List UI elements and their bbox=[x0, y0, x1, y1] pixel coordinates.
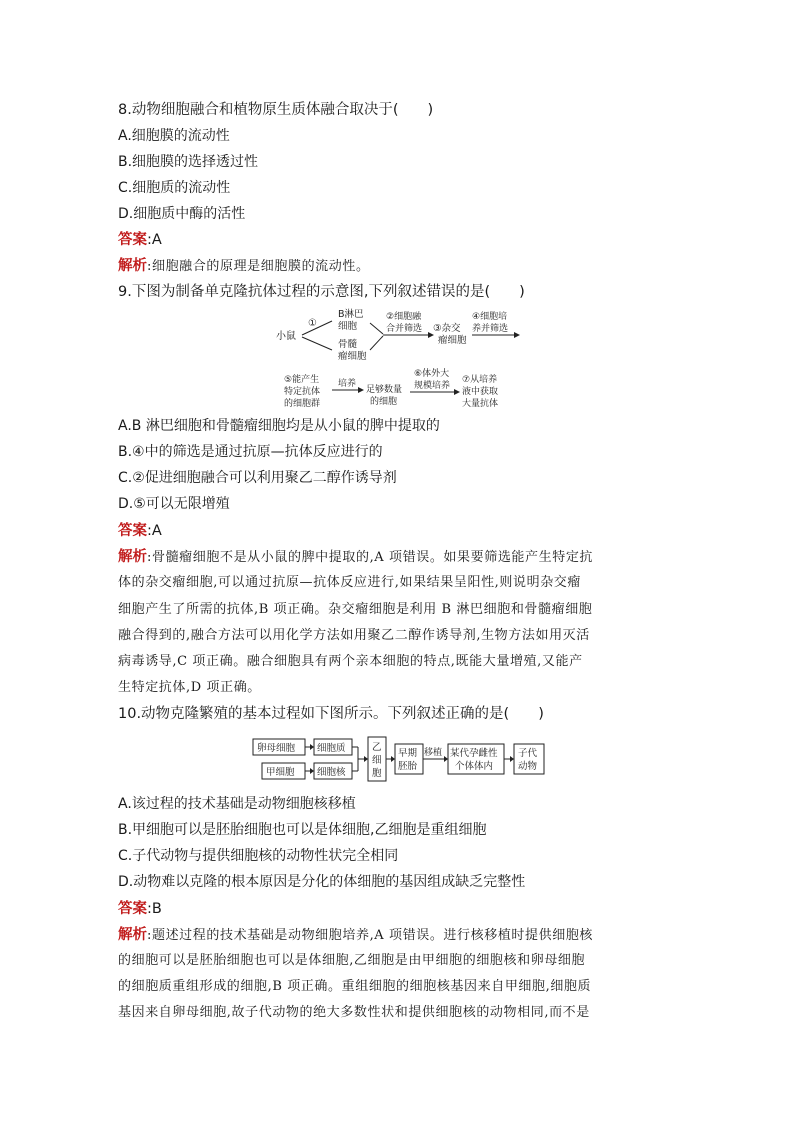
answer-value: :B bbox=[147, 901, 162, 917]
q10-option-c: C.子代动物与提供细胞核的动物性状完全相同 bbox=[118, 848, 399, 864]
q9-answer bbox=[118, 521, 162, 541]
q10-option-a: A.该过程的技术基础是动物细胞核移植 bbox=[118, 796, 356, 812]
fig-embryo-2: 胚胎 bbox=[398, 761, 418, 772]
q9-option-b: B.④中的筛选是通过抗原—抗体反应进行的 bbox=[118, 444, 383, 460]
fig-step7-2: 液中获取 bbox=[462, 387, 499, 397]
q10-explanation-line-2: 的细胞可以是胚胎细胞也可以是体细胞,乙细胞是由甲细胞的细胞核和卵母细胞 bbox=[118, 953, 586, 968]
q9-explanation-line-6: 生特定抗体,D 项正确。 bbox=[118, 680, 261, 695]
merge-line-bottom bbox=[370, 336, 383, 350]
monoclonal-antibody-diagram bbox=[268, 306, 528, 414]
fig-culture: 培养 bbox=[338, 379, 357, 389]
fig-bcell-2: 细胞 bbox=[338, 321, 358, 332]
q8-option-b: B.细胞膜的选择透过性 bbox=[118, 154, 259, 170]
q10-explanation-line-1 bbox=[118, 925, 593, 946]
fig-cell-b-2: 细 bbox=[372, 755, 382, 766]
fig-myeloma-1: 骨髓 bbox=[338, 339, 358, 350]
q8-explanation bbox=[118, 256, 370, 277]
q10-option-d: D.动物难以克隆的根本原因是分化的体细胞的基因组成缺乏完整性 bbox=[118, 874, 526, 890]
fig-step5-3: 的细胞群 bbox=[284, 399, 321, 409]
fig-step2-2: 合并筛选 bbox=[386, 324, 423, 334]
q8-option-c: C.细胞质的流动性 bbox=[118, 180, 231, 196]
q9-option-c: C.②促进细胞融合可以利用聚乙二醇作诱导剂 bbox=[118, 470, 397, 486]
merge-line-top bbox=[370, 323, 383, 334]
fig-step4-2: 养并筛选 bbox=[472, 324, 509, 334]
arrowhead-culture bbox=[358, 387, 364, 393]
arrowhead-to-offspring bbox=[510, 756, 514, 762]
fig-nucleus: 细胞核 bbox=[317, 767, 346, 778]
fig-step5-2: 特定抗体 bbox=[284, 387, 321, 397]
q9-explanation-line-3: 细胞产生了所需的抗体,B 项正确。杂交瘤细胞是利用 B 淋巴细胞和骨髓瘤细胞 bbox=[118, 602, 593, 617]
q9-explanation-line-5: 病毒诱导,C 项正确。融合细胞具有两个亲本细胞的特点,既能大量增殖,又能产 bbox=[118, 654, 583, 669]
arrowhead-cella-nucleus bbox=[310, 768, 314, 774]
fig-step7-1: ⑦从培养 bbox=[462, 375, 498, 385]
fig-enough-1: 足够数量 bbox=[366, 385, 403, 395]
answer-label: 答案 bbox=[118, 901, 147, 917]
explanation-text: :题述过程的技术基础是动物细胞培养,A 项错误。进行核移植时提供细胞核 bbox=[147, 928, 594, 943]
fig-step4-1: ④细胞培 bbox=[472, 312, 508, 322]
arrowhead-screen bbox=[514, 332, 520, 338]
fig-step1: ① bbox=[308, 318, 317, 329]
arrowhead-transplant bbox=[444, 756, 448, 762]
fig-offspring-1: 子代 bbox=[518, 748, 538, 759]
arrowhead-egg-cytoplasm bbox=[310, 744, 314, 750]
q9-option-a: A.B 淋巴细胞和骨髓瘤细胞均是从小鼠的脾中提取的 bbox=[118, 418, 440, 434]
fig-transplant: 移植 bbox=[424, 748, 443, 758]
arrow-mouse-myeloma bbox=[302, 337, 332, 350]
q8-answer bbox=[118, 230, 162, 250]
q10-option-b: B.甲细胞可以是胚胎细胞也可以是体细胞,乙细胞是重组细胞 bbox=[118, 822, 487, 838]
fig-surrogate-2: 个体体内 bbox=[455, 761, 494, 772]
animal-cloning-diagram bbox=[252, 736, 546, 782]
arrowhead-to-cell-b bbox=[364, 756, 368, 762]
fig-surrogate-1: 某代孕雌性 bbox=[450, 748, 498, 759]
fig-bcell-1: B淋巴 bbox=[338, 309, 364, 320]
q9-explanation-line-4: 融合得到的,融合方法可以用化学方法如用聚乙二醇作诱导剂,生物方法如用灭活 bbox=[118, 628, 590, 643]
fig-step7-3: 大量抗体 bbox=[462, 399, 499, 409]
q8-option-a: A.细胞膜的流动性 bbox=[118, 128, 230, 144]
q10-answer bbox=[118, 899, 162, 919]
q10-explanation-line-3: 的细胞质重组形成的细胞,B 项正确。重组细胞的细胞核基因来自甲细胞,细胞质 bbox=[118, 979, 592, 994]
answer-value: :A bbox=[147, 523, 162, 539]
fig-cell-b-3: 胞 bbox=[372, 768, 382, 779]
answer-label: 答案 bbox=[118, 232, 147, 248]
fig-hybridoma-1: ③杂交 bbox=[433, 323, 461, 334]
arrow-mouse-bcell bbox=[302, 321, 332, 335]
answer-label: 答案 bbox=[118, 523, 147, 539]
fig-cell-a: 甲细胞 bbox=[266, 767, 295, 778]
fig-cytoplasm: 细胞质 bbox=[317, 743, 346, 754]
fig-egg-cell: 卵母细胞 bbox=[257, 743, 296, 754]
q10-explanation-line-4: 基因来自卵母细胞,故子代动物的绝大多数性状和提供细胞核的动物相同,而不是 bbox=[118, 1005, 590, 1020]
fig-offspring-2: 动物 bbox=[518, 761, 538, 772]
explanation-text: :骨髓瘤细胞不是从小鼠的脾中提取的,A 项错误。如果要筛选能产生特定抗 bbox=[147, 550, 594, 565]
fig-step6-1: ⑥体外大 bbox=[414, 369, 450, 379]
explanation-text: :细胞融合的原理是细胞膜的流动性。 bbox=[147, 259, 370, 274]
explanation-label: 解析 bbox=[118, 549, 147, 565]
explanation-label: 解析 bbox=[118, 927, 147, 943]
arrowhead-scale-culture bbox=[454, 389, 460, 395]
fig-cell-b-1: 乙 bbox=[372, 742, 382, 753]
fig-mouse: 小鼠 bbox=[276, 331, 296, 342]
fig-myeloma-2: 瘤细胞 bbox=[338, 351, 367, 362]
explanation-label: 解析 bbox=[118, 258, 147, 274]
fig-step6-2: 规模培养 bbox=[414, 381, 451, 391]
q10-stem: 10.动物克隆繁殖的基本过程如下图所示。下列叙述正确的是( ) bbox=[118, 706, 544, 722]
fig-enough-2: 的细胞 bbox=[370, 397, 398, 407]
q9-option-d: D.⑤可以无限增殖 bbox=[118, 496, 230, 512]
q9-explanation-line-2: 体的杂交瘤细胞,可以通过抗原—抗体反应进行,如果结果呈阳性,则说明杂交瘤 bbox=[118, 575, 581, 590]
fig-embryo-1: 早期 bbox=[398, 748, 418, 759]
q9-stem: 9.下图为制备单克隆抗体过程的示意图,下列叙述错误的是( ) bbox=[118, 284, 525, 300]
fig-step2-1: ②细胞融 bbox=[386, 312, 422, 322]
fig-hybridoma-2: 瘤细胞 bbox=[438, 335, 467, 346]
q8-option-d: D.细胞质中酶的活性 bbox=[118, 206, 246, 222]
q8-stem: 8.动物细胞融合和植物原生质体融合取决于( ) bbox=[118, 102, 434, 118]
arrowhead-to-embryo bbox=[391, 756, 395, 762]
fig-step5-1: ⑤能产生 bbox=[284, 375, 320, 385]
answer-value: :A bbox=[147, 232, 162, 248]
q9-explanation-line-1 bbox=[118, 547, 593, 568]
